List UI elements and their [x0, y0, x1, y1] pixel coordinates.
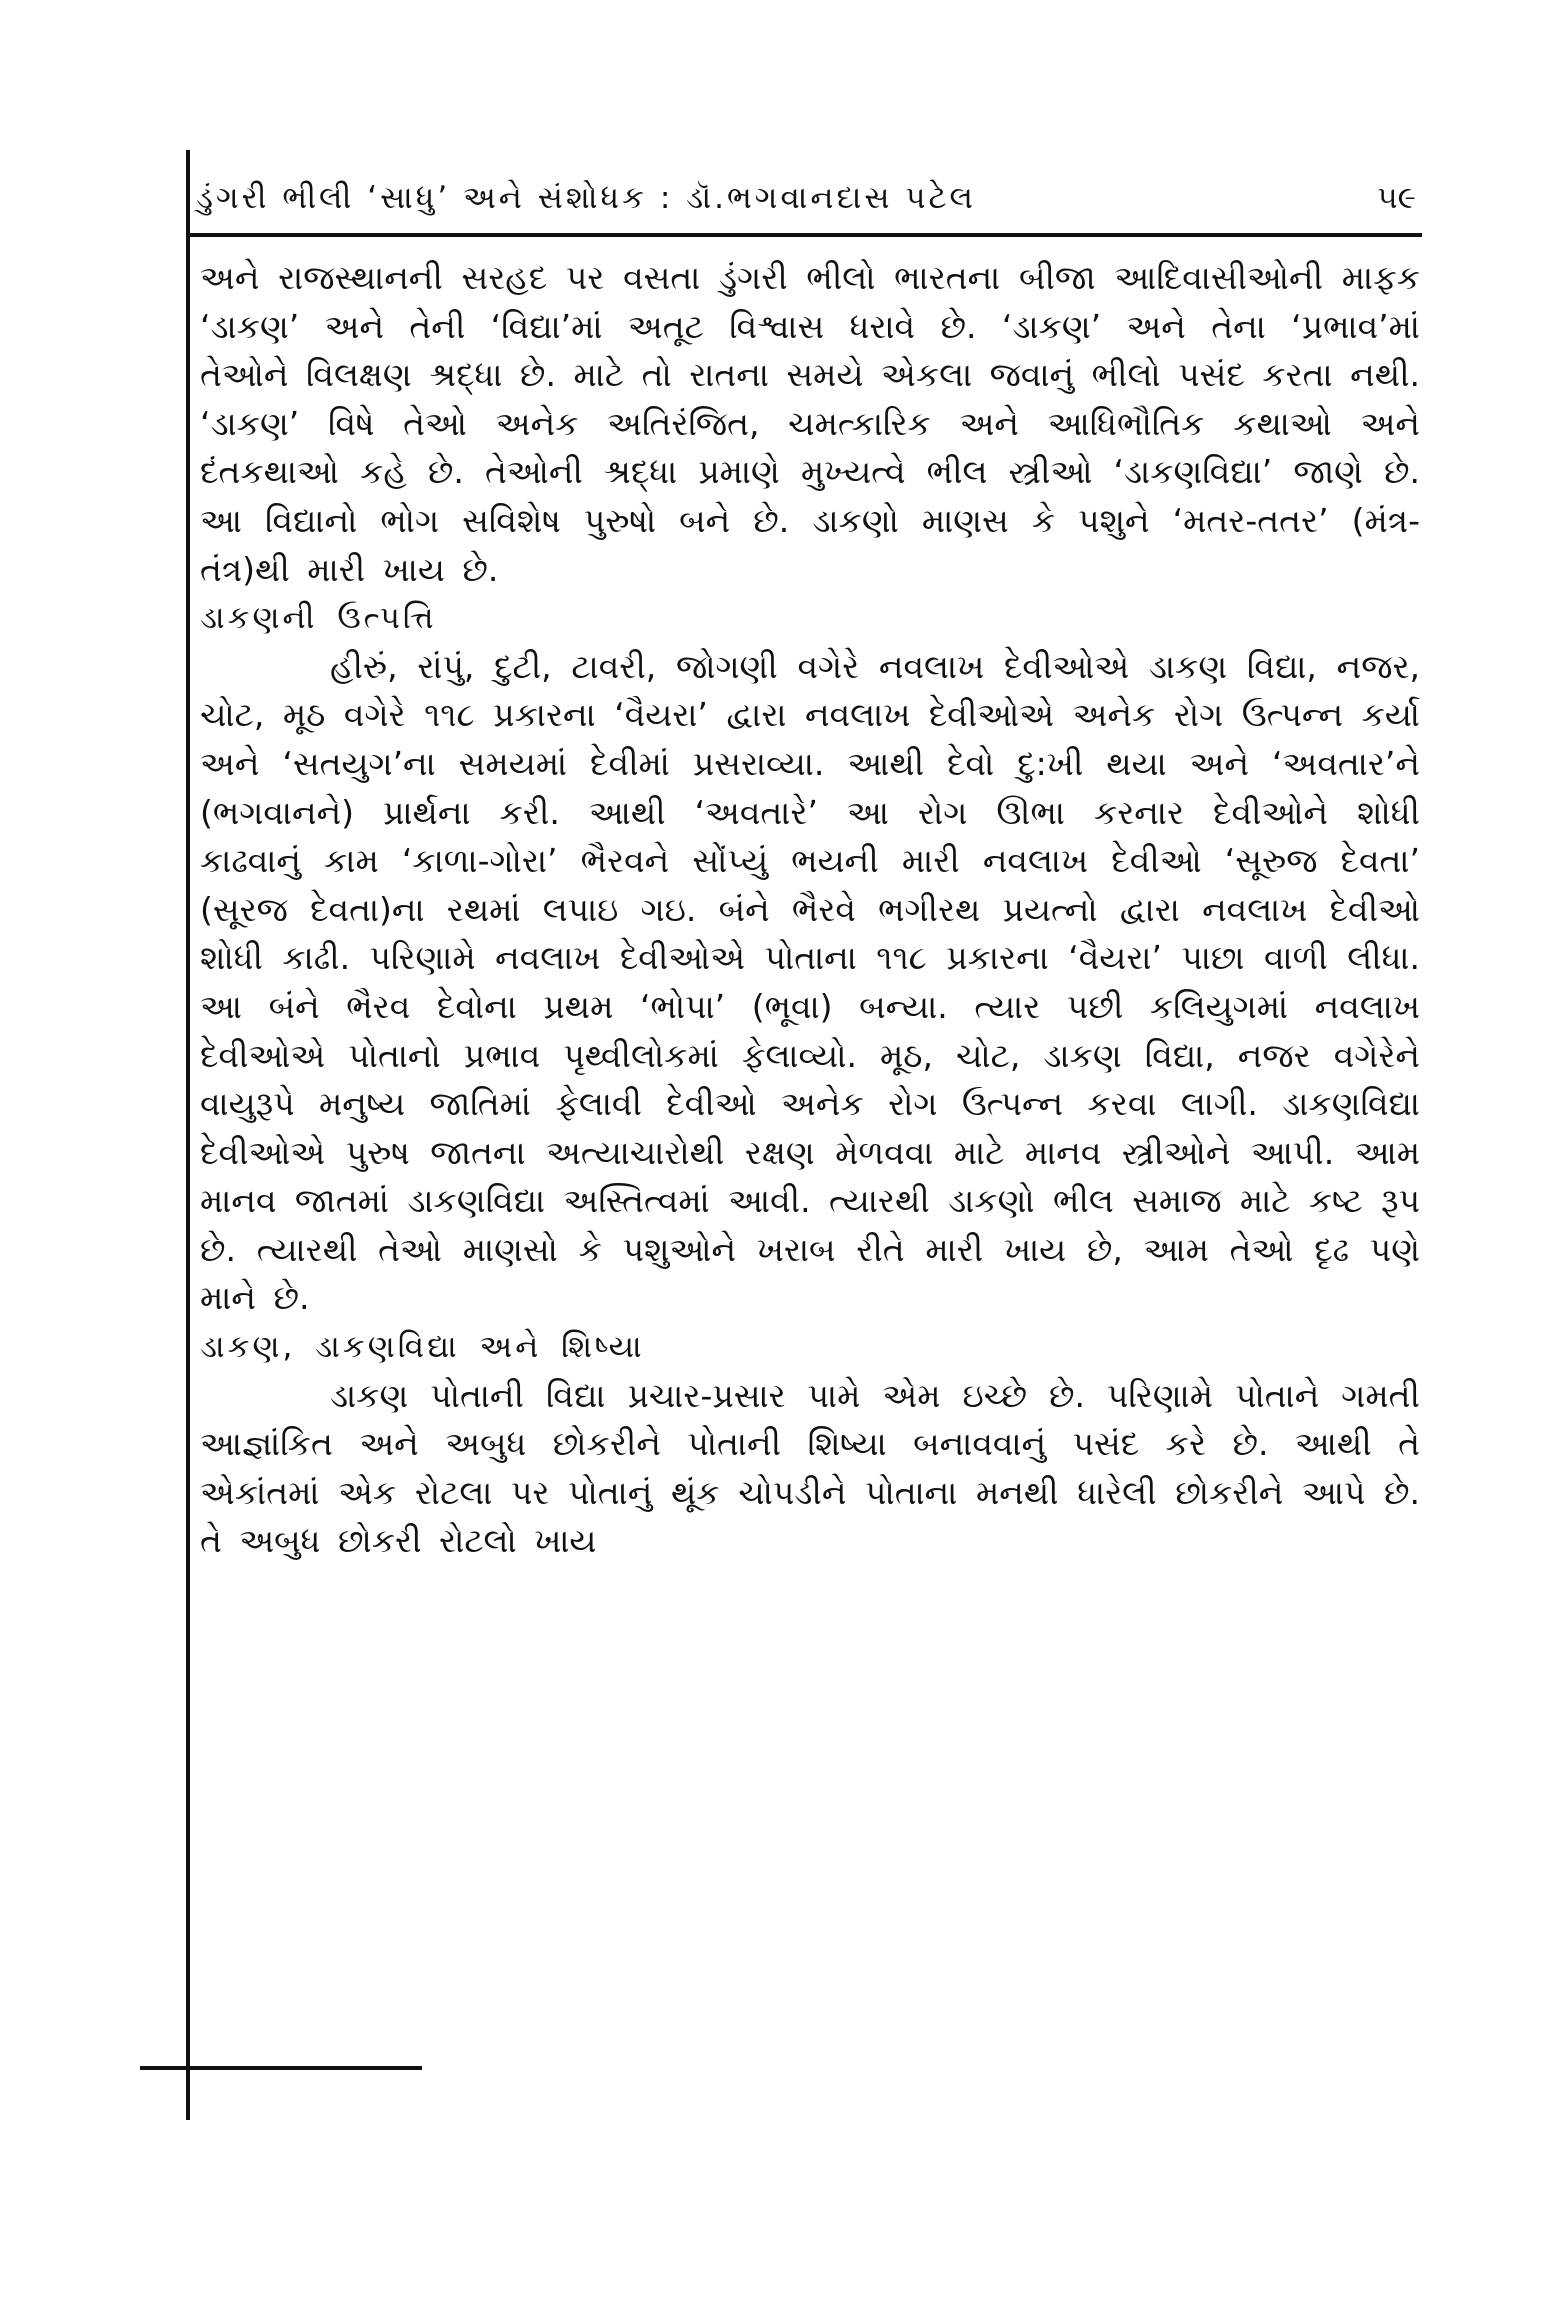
- paragraph-intro: અને રાજસ્થાનની સરહદ પર વસતા ડુંગરી ભીલો ભારતના બીજા આદિવાસીઓની માફક ‘ડાકણ’ અને તેની ‘વિદ્યા’માં અતૂટ વિશ્વાસ ધરાવે છે. ‘ડાકણ’ અને તેના ‘પ્રભાવ’માં તેઓને વિલક્ષણ શ્રદ્ધા છે. માટે તો રાતના સમયે એકલા જવાનું ભીલો પસંદ કરતા નથી. ‘ડાકણ’ વિષે તેઓ અનેક અતિરંજિત, ચમત્કારિક અને આધિભૌતિક કથાઓ અને દંતકથાઓ કહે છે. તેઓની શ્રદ્ધા પ્રમાણે મુખ્યત્વે ભીલ સ્ત્રીઓ ‘ડાકણવિદ્યા’ જાણે છે. આ વિદ્યાનો ભોગ સવિશેષ પુરુષો બને છે. ડાકણો માણસ કે પશુને ‘મતર-તતર’ (મંત્ર-તંત્ર)થી મારી ખાય છે.: [200, 258, 1420, 589]
- footer-rule: [140, 2066, 422, 2070]
- paragraph-disciple: ડાકણ પોતાની વિદ્યા પ્રચાર-પ્રસાર પામે એમ ઇચ્છે છે. પરિણામે પોતાને ગમતી આજ્ઞાંકિત અને અબુધ છોકરીને પોતાની શિષ્યા બનાવવાનું પસંદ કરે છે. આથી તે એકાંતમાં એક રોટલા પર પોતાનું થૂંક ચોપડીને પોતાના મનથી ધારેલી છોકરીને આપે છે. તે અબુધ છોકરી રોટલો ખાય: [200, 1375, 1420, 1561]
- page-body: [200, 254, 1420, 1566]
- running-head: ડુંગરી ભીલી ‘સાધુ’ અને સંશોધક : ડૉ.ભગવાનદાસ પટેલ: [196, 180, 976, 216]
- header-rule: [186, 233, 1422, 237]
- section-heading-disciple: ડાકણ, ડાકણવિદ્યા અને શિષ્યા: [200, 1329, 645, 1366]
- page-number: ૫૯: [1377, 180, 1416, 216]
- section-heading-origin: ડાકણની ઉત્પત્તિ: [200, 600, 437, 637]
- page-header: [196, 176, 1416, 236]
- paragraph-origin: હીરું, રાંપું, દુટી, ટાવરી, જોગણી વગેરે નવલાખ દેવીઓએ ડાકણ વિદ્યા, નજર, ચોટ, મૂઠ વગેરે ૧૧૮ પ્રકારના ‘વૈયરા’ દ્વારા નવલાખ દેવીઓએ અનેક રોગ ઉત્પન્ન કર્યા અને ‘સતયુગ’ના સમયમાં દેવીમાં પ્રસરાવ્યા. આથી દેવો દુ:ખી થયા અને ‘અવતાર’ને (ભગવાનને) પ્રાર્થના કરી. આથી ‘અવતારે’ આ રોગ ઊભા કરનાર દેવીઓને શોધી કાઢવાનું કામ ‘કાળા-ગોરા’ ભૈરવને સોંપ્યું ભયની મારી નવલાખ દેવીઓ ‘સૂરુજ દેવતા’ (સૂરજ દેવતા)ના રથમાં લપાઇ ગઇ. બંને ભૈરવે ભગીરથ પ્રયત્નો દ્વારા નવલાખ દેવીઓ શોધી કાઢી. પરિણામે નવલાખ દેવીઓએ પોતાના ૧૧૮ પ્રકારના ‘વૈયરા’ પાછા વાળી લીધા. આ બંને ભૈરવ દેવોના પ્રથમ ‘ભોપા’ (ભૂવા) બન્યા. ત્યાર પછી કલિયુગમાં નવલાખ દેવીઓએ પોતાનો પ્રભાવ પૃથ્વીલોકમાં ફેલાવ્યો. મૂઠ, ચોટ, ડાકણ વિદ્યા, નજર વગેરેને વાયુરૂપે મનુષ્ય જાતિમાં ફેલાવી દેવીઓ અનેક રોગ ઉત્પન્ન કરવા લાગી. ડાકણવિદ્યા દેવીઓએ પુરુષ જાતના અત્યાચારોથી રક્ષણ મેળવવા માટે માનવ સ્ત્રીઓને આપી. આમ માનવ જાતમાં ડાકણવિદ્યા અસ્તિત્વમાં આવી. ત્યારથી ડાકણો ભીલ સમાજ માટે કષ્ટ રૂપ છે. ત્યારથી તેઓ માણસો કે પશુઓને ખરાબ રીતે મારી ખાય છે, આમ તેઓ દૃઢ પણે માને છે.: [200, 646, 1420, 1318]
- left-margin-rule: [186, 150, 190, 2120]
